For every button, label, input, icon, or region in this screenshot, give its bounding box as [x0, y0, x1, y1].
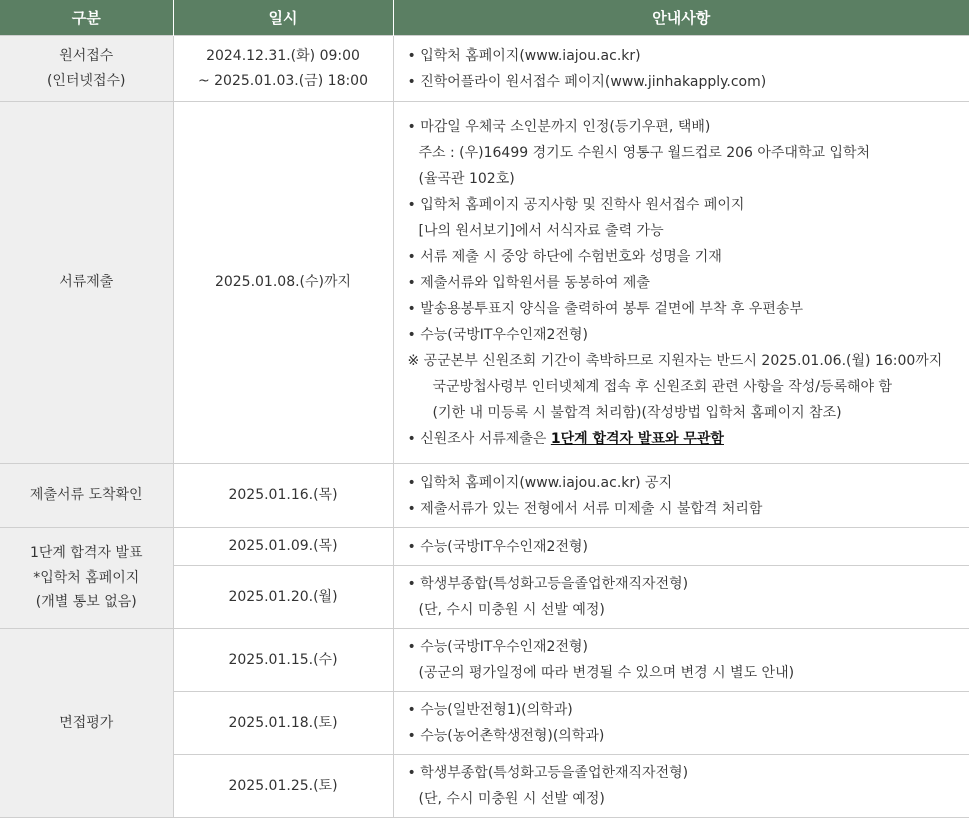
date-cell: 2025.01.16.(목): [173, 464, 393, 528]
category-cell: 1단계 합격자 발표 *입학처 홈페이지 (개별 통보 없음): [0, 528, 173, 629]
category-cell: 제출서류 도착확인: [0, 464, 173, 528]
header-date: 일시: [173, 0, 393, 36]
table-row: [0, 528, 969, 566]
table-header-row: [0, 0, 969, 36]
table-row: [0, 629, 969, 692]
date-cell: 2025.01.18.(토): [173, 692, 393, 755]
category-cell: 원서접수 (인터넷접수): [0, 36, 173, 102]
date-cell: 2025.01.15.(수): [173, 629, 393, 692]
header-category: 구분: [0, 0, 173, 36]
category-cell: 면접평가: [0, 629, 173, 818]
date-cell: 2025.01.09.(목): [173, 528, 393, 566]
notes-cell: • 학생부종합(특성화고등을졸업한재직자전형) (단, 수시 미충원 시 선발 예정): [393, 566, 969, 629]
notes-cell: • 수능(일반전형1)(의학과) • 수능(농어촌학생전형)(의학과): [393, 692, 969, 755]
category-cell: 서류제출: [0, 102, 173, 464]
notes-cell: • 학생부종합(특성화고등을졸업한재직자전형) (단, 수시 미충원 시 선발 예정): [393, 755, 969, 818]
notes-cell: • 마감일 우체국 소인분까지 인정(등기우편, 택배) 주소 : (우)16499 경기도 수원시 영통구 월드컵로 206 아주대학교 입학처 (율곡관 102호) • 입학처 홈페이지 공지사항 및 진학사 원서접수 페이지 [나의 원서보기]에서 서식자료 출력 가능 • 서류 제출 시 중앙 하단에 수험번호와 성명을 기재 • 제출서류와 입학원서를 동봉하여 제출 • 발송용봉투표지 양식을 출력하여 봉투 겉면에 부착 후 우편송부 • 수능(국방IT우수인재2전형) ※ 공군본부 신원조회 기간이 촉박하므로 지원자는 반드시 2025.01.06.(월) 16:00까지 국군방첩사령부 인터넷체계 접속 후 신원조회 관련 사항을 작성/등록해야 함 (기한 내 미등록 시 불합격 처리함)(작성방법 입학처 홈페이지 참조) • 신원조사 서류제출은 1단계 합격자 발표와 무관함: [393, 102, 969, 464]
notes-cell: • 입학처 홈페이지(www.iajou.ac.kr) • 진학어플라이 원서접수 페이지(www.jinhakapply.com): [393, 36, 969, 102]
notes-cell: • 수능(국방IT우수인재2전형): [393, 528, 969, 566]
notes-cell: • 수능(국방IT우수인재2전형) (공군의 평가일정에 따라 변경될 수 있으며 변경 시 별도 안내): [393, 629, 969, 692]
table-row: [0, 464, 969, 528]
date-cell: 2025.01.08.(수)까지: [173, 102, 393, 464]
date-cell: 2025.01.20.(월): [173, 566, 393, 629]
notes-cell: • 입학처 홈페이지(www.iajou.ac.kr) 공지 • 제출서류가 있는 전형에서 서류 미제출 시 불합격 처리함: [393, 464, 969, 528]
emphasis-text: 1단계 합격자 발표와 무관함: [551, 431, 724, 447]
table-row: [0, 36, 969, 102]
date-cell: 2024.12.31.(화) 09:00 ~ 2025.01.03.(금) 18:00: [173, 36, 393, 102]
header-notes: 안내사항: [393, 0, 969, 36]
security-notice: ※ 공군본부 신원조회 기간이 촉박하므로 지원자는 반드시 2025.01.06.(월) 16:00까지: [408, 348, 969, 374]
table-row: [0, 102, 969, 464]
date-cell: 2025.01.25.(토): [173, 755, 393, 818]
